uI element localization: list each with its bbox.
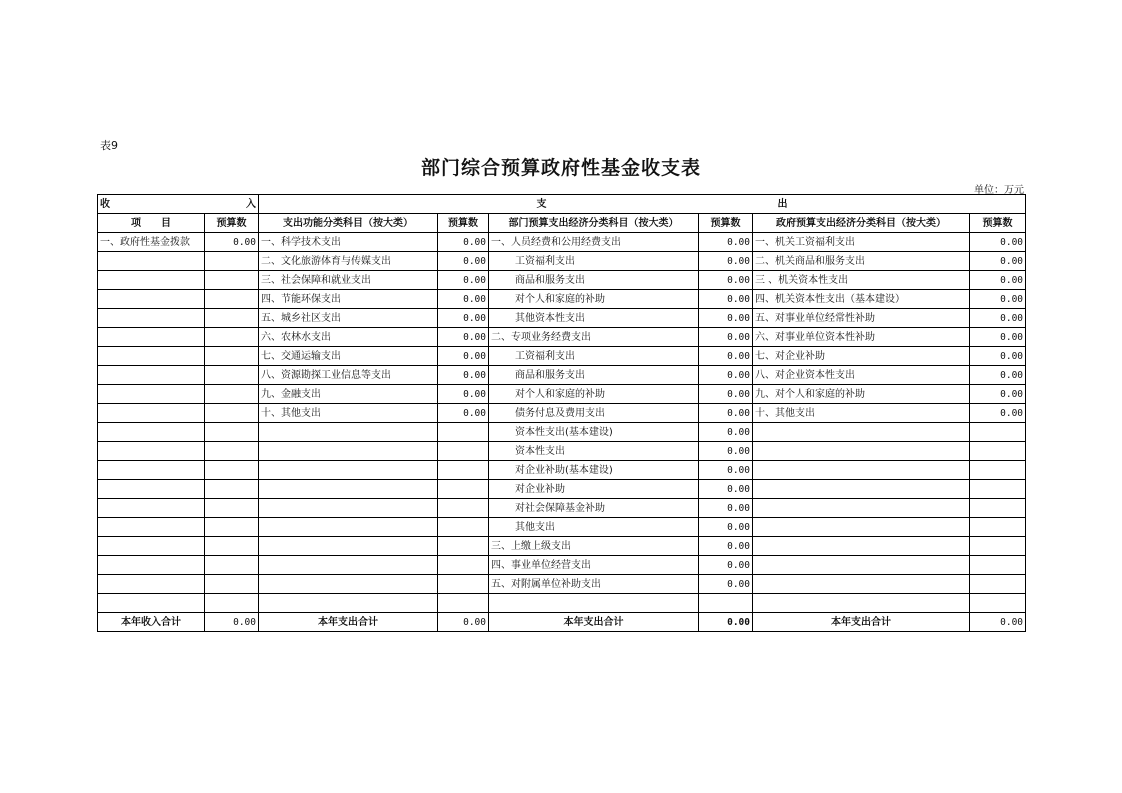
amount-cell xyxy=(205,499,259,518)
total-amount: 0.00 xyxy=(205,613,259,632)
item-cell: 五、城乡社区支出 xyxy=(259,309,438,328)
item-cell: 九、金融支出 xyxy=(259,385,438,404)
amount-cell: 0.00 xyxy=(699,499,753,518)
table-row xyxy=(98,233,1026,252)
table-row xyxy=(98,461,1026,480)
item-cell xyxy=(489,594,699,613)
item-cell xyxy=(98,385,205,404)
table-number: 表9 xyxy=(100,139,118,152)
item-cell: 对个人和家庭的补助 xyxy=(489,385,699,404)
amount-cell xyxy=(438,518,489,537)
amount-cell xyxy=(970,442,1026,461)
item-cell xyxy=(259,461,438,480)
item-cell: 三、上缴上级支出 xyxy=(489,537,699,556)
amount-cell xyxy=(438,480,489,499)
expense-left-char: 支 xyxy=(536,198,547,210)
amount-cell xyxy=(438,575,489,594)
amount-cell: 0.00 xyxy=(970,366,1026,385)
amount-cell: 0.00 xyxy=(970,309,1026,328)
amount-cell xyxy=(438,461,489,480)
column-header: 预算数 xyxy=(438,214,489,233)
column-header: 预算数 xyxy=(205,214,259,233)
item-cell xyxy=(259,518,438,537)
item-cell: 商品和服务支出 xyxy=(489,271,699,290)
amount-cell: 0.00 xyxy=(970,404,1026,423)
total-amount: 0.00 xyxy=(438,613,489,632)
item-cell xyxy=(259,442,438,461)
item-cell xyxy=(98,271,205,290)
item-cell xyxy=(98,347,205,366)
amount-cell: 0.00 xyxy=(699,366,753,385)
item-cell: 一、政府性基金拨款 xyxy=(98,233,205,252)
amount-cell: 0.00 xyxy=(699,556,753,575)
item-cell: 对个人和家庭的补助 xyxy=(489,290,699,309)
amount-cell: 0.00 xyxy=(438,290,489,309)
item-cell: 七、交通运输支出 xyxy=(259,347,438,366)
column-header: 项 目 xyxy=(98,214,205,233)
item-cell: 对社会保障基金补助 xyxy=(489,499,699,518)
table-row xyxy=(98,252,1026,271)
item-cell xyxy=(259,537,438,556)
item-cell xyxy=(753,575,970,594)
table-row xyxy=(98,423,1026,442)
column-header-row xyxy=(98,214,1026,233)
table-row xyxy=(98,366,1026,385)
amount-cell xyxy=(438,423,489,442)
item-cell xyxy=(98,480,205,499)
amount-cell xyxy=(438,442,489,461)
expense-right-char: 出 xyxy=(777,198,788,210)
item-cell: 八、对企业资本性支出 xyxy=(753,366,970,385)
item-cell xyxy=(259,575,438,594)
item-cell xyxy=(259,594,438,613)
item-cell xyxy=(98,309,205,328)
item-cell xyxy=(259,499,438,518)
item-cell: 工资福利支出 xyxy=(489,252,699,271)
item-cell xyxy=(98,537,205,556)
amount-cell: 0.00 xyxy=(699,271,753,290)
amount-cell xyxy=(205,594,259,613)
expense-header xyxy=(259,195,1026,214)
item-cell: 四、事业单位经营支出 xyxy=(489,556,699,575)
amount-cell: 0.00 xyxy=(438,366,489,385)
item-cell: 十、其他支出 xyxy=(753,404,970,423)
amount-cell xyxy=(970,575,1026,594)
item-cell: 资本性支出 xyxy=(489,442,699,461)
amount-cell xyxy=(205,461,259,480)
amount-cell: 0.00 xyxy=(438,271,489,290)
amount-cell: 0.00 xyxy=(970,252,1026,271)
table-row xyxy=(98,271,1026,290)
amount-cell xyxy=(438,537,489,556)
item-cell: 五、对事业单位经常性补助 xyxy=(753,309,970,328)
amount-cell xyxy=(205,385,259,404)
budget-table xyxy=(97,194,1026,632)
item-cell: 三、社会保障和就业支出 xyxy=(259,271,438,290)
item-cell: 二、机关商品和服务支出 xyxy=(753,252,970,271)
total-label: 本年支出合计 xyxy=(489,613,699,632)
item-cell xyxy=(753,556,970,575)
amount-cell: 0.00 xyxy=(699,461,753,480)
column-header: 部门预算支出经济分类科目（按大类） xyxy=(489,214,699,233)
amount-cell: 0.00 xyxy=(438,309,489,328)
item-cell xyxy=(98,461,205,480)
amount-cell xyxy=(205,537,259,556)
amount-cell: 0.00 xyxy=(699,537,753,556)
amount-cell: 0.00 xyxy=(970,290,1026,309)
amount-cell: 0.00 xyxy=(699,518,753,537)
item-cell: 对企业补助(基本建设) xyxy=(489,461,699,480)
table-row xyxy=(98,594,1026,613)
item-cell: 八、资源勘探工业信息等支出 xyxy=(259,366,438,385)
table-row xyxy=(98,575,1026,594)
item-cell: 二、专项业务经费支出 xyxy=(489,328,699,347)
table-row xyxy=(98,309,1026,328)
total-label: 本年支出合计 xyxy=(259,613,438,632)
total-amount: 0.00 xyxy=(970,613,1026,632)
item-cell xyxy=(753,537,970,556)
table-row xyxy=(98,404,1026,423)
amount-cell: 0.00 xyxy=(699,309,753,328)
amount-cell xyxy=(970,423,1026,442)
unit-label: 单位：万元 xyxy=(974,185,1024,196)
item-cell: 六、对事业单位资本性补助 xyxy=(753,328,970,347)
table-row xyxy=(98,480,1026,499)
amount-cell xyxy=(970,480,1026,499)
item-cell: 工资福利支出 xyxy=(489,347,699,366)
item-cell: 四、节能环保支出 xyxy=(259,290,438,309)
total-label: 本年支出合计 xyxy=(753,613,970,632)
item-cell xyxy=(753,594,970,613)
item-cell: 其他资本性支出 xyxy=(489,309,699,328)
amount-cell xyxy=(205,575,259,594)
amount-cell: 0.00 xyxy=(205,233,259,252)
amount-cell: 0.00 xyxy=(699,404,753,423)
item-cell: 债务付息及费用支出 xyxy=(489,404,699,423)
item-cell xyxy=(753,518,970,537)
item-cell: 一、机关工资福利支出 xyxy=(753,233,970,252)
amount-cell xyxy=(699,594,753,613)
item-cell xyxy=(753,461,970,480)
item-cell xyxy=(753,480,970,499)
item-cell: 三 、机关资本性支出 xyxy=(753,271,970,290)
item-cell xyxy=(98,499,205,518)
item-cell: 五、对附属单位补助支出 xyxy=(489,575,699,594)
amount-cell xyxy=(205,271,259,290)
item-cell: 十、其他支出 xyxy=(259,404,438,423)
item-cell: 九、对个人和家庭的补助 xyxy=(753,385,970,404)
amount-cell: 0.00 xyxy=(438,233,489,252)
amount-cell xyxy=(205,252,259,271)
item-cell xyxy=(98,366,205,385)
amount-cell: 0.00 xyxy=(699,290,753,309)
amount-cell xyxy=(970,499,1026,518)
item-cell xyxy=(753,442,970,461)
amount-cell: 0.00 xyxy=(438,328,489,347)
column-header: 支出功能分类科目（按大类） xyxy=(259,214,438,233)
total-amount: 0.00 xyxy=(699,613,753,632)
table-row xyxy=(98,442,1026,461)
amount-cell: 0.00 xyxy=(970,347,1026,366)
totals-row xyxy=(98,613,1026,632)
amount-cell: 0.00 xyxy=(699,347,753,366)
amount-cell xyxy=(205,480,259,499)
item-cell: 一、人员经费和公用经费支出 xyxy=(489,233,699,252)
amount-cell xyxy=(970,537,1026,556)
amount-cell: 0.00 xyxy=(699,233,753,252)
amount-cell xyxy=(205,328,259,347)
item-cell: 二、文化旅游体育与传媒支出 xyxy=(259,252,438,271)
table-row xyxy=(98,556,1026,575)
amount-cell: 0.00 xyxy=(699,442,753,461)
amount-cell xyxy=(205,423,259,442)
item-cell xyxy=(753,423,970,442)
top-header-row xyxy=(98,195,1026,214)
column-header: 预算数 xyxy=(970,214,1026,233)
item-cell: 一、科学技术支出 xyxy=(259,233,438,252)
item-cell xyxy=(259,556,438,575)
item-cell: 对企业补助 xyxy=(489,480,699,499)
amount-cell xyxy=(970,594,1026,613)
amount-cell xyxy=(438,594,489,613)
amount-cell xyxy=(970,461,1026,480)
amount-cell: 0.00 xyxy=(970,385,1026,404)
amount-cell xyxy=(205,290,259,309)
item-cell: 资本性支出(基本建设) xyxy=(489,423,699,442)
table-row xyxy=(98,499,1026,518)
column-header: 预算数 xyxy=(699,214,753,233)
amount-cell: 0.00 xyxy=(438,385,489,404)
item-cell xyxy=(98,290,205,309)
table-row xyxy=(98,328,1026,347)
table-row xyxy=(98,290,1026,309)
item-cell: 六、农林水支出 xyxy=(259,328,438,347)
item-cell xyxy=(98,556,205,575)
amount-cell xyxy=(205,556,259,575)
amount-cell xyxy=(438,556,489,575)
item-cell xyxy=(753,499,970,518)
item-cell: 其他支出 xyxy=(489,518,699,537)
amount-cell xyxy=(205,442,259,461)
amount-cell xyxy=(970,556,1026,575)
total-label: 本年收入合计 xyxy=(98,613,205,632)
amount-cell xyxy=(438,499,489,518)
item-cell xyxy=(98,423,205,442)
amount-cell: 0.00 xyxy=(438,404,489,423)
item-cell xyxy=(98,518,205,537)
item-cell: 七、对企业补助 xyxy=(753,347,970,366)
income-header xyxy=(98,195,259,214)
amount-cell: 0.00 xyxy=(699,480,753,499)
item-cell xyxy=(98,575,205,594)
item-cell xyxy=(98,328,205,347)
amount-cell xyxy=(205,347,259,366)
table-row xyxy=(98,537,1026,556)
item-cell: 四、机关资本性支出（基本建设） xyxy=(753,290,970,309)
column-header: 政府预算支出经济分类科目（按大类） xyxy=(753,214,970,233)
item-cell: 商品和服务支出 xyxy=(489,366,699,385)
amount-cell xyxy=(205,366,259,385)
income-left-char: 收 xyxy=(100,198,110,210)
amount-cell xyxy=(205,404,259,423)
amount-cell xyxy=(205,309,259,328)
amount-cell: 0.00 xyxy=(699,575,753,594)
amount-cell: 0.00 xyxy=(970,328,1026,347)
table-row xyxy=(98,347,1026,366)
table-row xyxy=(98,518,1026,537)
amount-cell: 0.00 xyxy=(438,252,489,271)
item-cell xyxy=(98,442,205,461)
amount-cell: 0.00 xyxy=(438,347,489,366)
page-title: 部门综合预算政府性基金收支表 xyxy=(420,157,701,179)
item-cell xyxy=(98,252,205,271)
amount-cell: 0.00 xyxy=(699,423,753,442)
item-cell xyxy=(98,594,205,613)
table-row xyxy=(98,385,1026,404)
item-cell xyxy=(98,404,205,423)
amount-cell xyxy=(205,518,259,537)
amount-cell: 0.00 xyxy=(699,385,753,404)
amount-cell: 0.00 xyxy=(970,233,1026,252)
item-cell xyxy=(259,480,438,499)
amount-cell xyxy=(970,518,1026,537)
amount-cell: 0.00 xyxy=(970,271,1026,290)
item-cell xyxy=(259,423,438,442)
income-right-char: 入 xyxy=(246,198,256,210)
amount-cell: 0.00 xyxy=(699,252,753,271)
amount-cell: 0.00 xyxy=(699,328,753,347)
